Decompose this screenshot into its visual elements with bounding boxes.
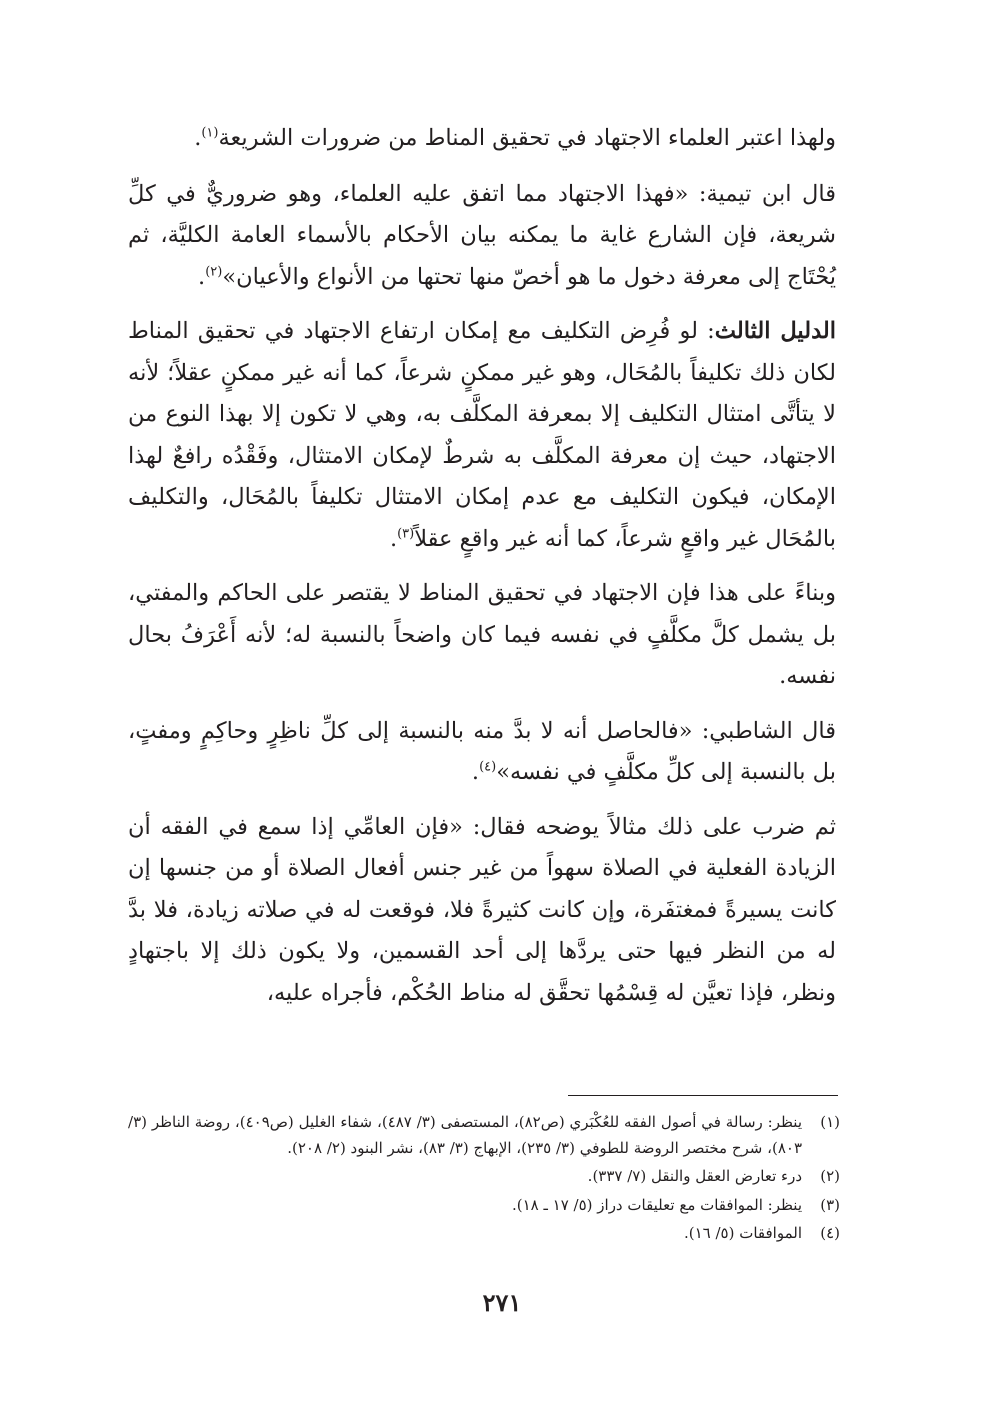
footnote-ref-1[interactable]: (١)	[201, 125, 219, 141]
footnote-text: درء تعارض العقل والنقل (٧/ ٣٣٧).	[587, 1167, 802, 1185]
paragraph-5	[128, 711, 836, 794]
footnote-1	[128, 1110, 840, 1161]
paragraph-1-text: ولهذا اعتبر العلماء الاجتهاد في تحقيق المناط من ضرورات الشريعة	[218, 125, 836, 151]
footnote-separator	[568, 1095, 838, 1096]
paragraph-2	[128, 174, 836, 299]
footnotes	[128, 1110, 840, 1250]
footnote-number: (٤)	[820, 1224, 840, 1242]
footnote-text: الموافقات (٥/ ١٦).	[683, 1224, 802, 1242]
main-text	[128, 118, 836, 1027]
page-number: ٢٧١	[482, 1288, 522, 1317]
footnote-ref-2[interactable]: (٢)	[205, 264, 223, 279]
paragraph-6-text: ثم ضرب على ذلك مثالاً يوضحه فقال: «فإن العامِّي إذا سمع في الفقه أن الزيادة الفعلية في الصلاة سهواً من غير جنس أفعال الصلاة أو من جنسها إن كانت يسيرةً فمغتفَرة، وإن كانت كثيرةً فلا، فوقعت له في صلاته زيادة، فلا بدَّ له من النظر فيها حتى يردَّها إلى أحد القسمين، ولا يكون ذلك إلا باجتهادٍ ونظر، فإذا تعيَّن له قِسْمُها تحقَّق له مناط الحُكْم، فأجراه عليه،	[128, 813, 836, 1006]
paragraph-3-heading: الدليل الثالث	[714, 318, 836, 344]
paragraph-4	[128, 573, 836, 698]
footnote-number: (١)	[820, 1113, 840, 1131]
footnote-ref-4[interactable]: (٤)	[479, 759, 497, 775]
footnote-text: ينظر: الموافقات مع تعليقات دراز (٥/ ١٧ ـ ١٨).	[511, 1195, 802, 1214]
footnote-2	[128, 1164, 840, 1190]
paragraph-3	[128, 311, 836, 560]
footnote-text: ينظر: رسالة في أصول الفقه للعُكْبَري (ص٨٢)، المستصفى (٣/ ٤٨٧)، شفاء الغليل (ص٤٠٩)، روضة الناظر (٣/ ٨٠٣)، شرح مختصر الروضة للطوفي (٣/ ٢٣٥)، الإبهاج (٣/ ٨٣)، نشر البنود (٢/ ٢٠٨).	[128, 1113, 803, 1157]
paragraph-1	[128, 118, 836, 160]
footnote-ref-3[interactable]: (٣)	[397, 526, 415, 541]
paragraph-6	[128, 807, 836, 1015]
paragraph-5-text: قال الشاطبي: «فالحاصل أنه لا بدَّ منه بالنسبة إلى كلِّ ناظِرٍ وحاكِمٍ ومفتٍ، بل بالنسبة إلى كلِّ مكلَّفٍ في نفسه»	[128, 717, 836, 785]
paragraph-1-tail: .	[194, 125, 202, 151]
footnote-4	[128, 1221, 840, 1247]
paragraph-3-tail: .	[389, 525, 398, 552]
footnote-3	[128, 1193, 840, 1219]
footnote-number: (٣)	[820, 1195, 840, 1214]
paragraph-2-text: قال ابن تيمية: «فهذا الاجتهاد مما اتفق عليه العلماء، وهو ضروريٌّ في كلِّ شريعة، فإن الشارع غاية ما يمكنه بيان الأحكام بالأسماء العامة الكليَّة، ثم يُحْتَاج إلى معرفة دخول ما هو أخصّ منها تحتها من الأنواع والأعيان»	[128, 180, 836, 290]
paragraph-4-text: وبناءً على هذا فإن الاجتهاد في تحقيق المناط لا يقتصر على الحاكم والمفتي، بل يشمل كلَّ مكلَّفٍ في نفسه فيما كان واضحاً بالنسبة له؛ لأنه أَعْرَفُ بحال نفسه.	[128, 580, 836, 689]
paragraph-2-tail: .	[198, 263, 206, 290]
footnote-number: (٢)	[820, 1167, 840, 1185]
paragraph-5-tail: .	[471, 759, 480, 785]
paragraph-3-text: : لو فُرِض التكليف مع إمكان ارتفاع الاجتهاد في تحقيق المناط لكان ذلك تكليفاً بالمُحَال، وهو غير ممكنٍ شرعاً، كما أنه غير ممكنٍ عقلاً؛ لأنه لا يتأتَّى امتثال التكليف إلا بمعرفة المكلَّف به، وهي لا تكون إلا بهذا النوع من الاجتهاد، حيث إن معرفة المكلَّف به شرطٌ لإمكان الامتثال، وفَقْدُه رافعٌ لهذا الإمكان، فيكون التكليف مع عدم إمكان الامتثال تكليفاً بالمُحَال، والتكليف بالمُحَال غير واقعٍ شرعاً، كما أنه غير واقعٍ عقلاً	[128, 318, 836, 552]
